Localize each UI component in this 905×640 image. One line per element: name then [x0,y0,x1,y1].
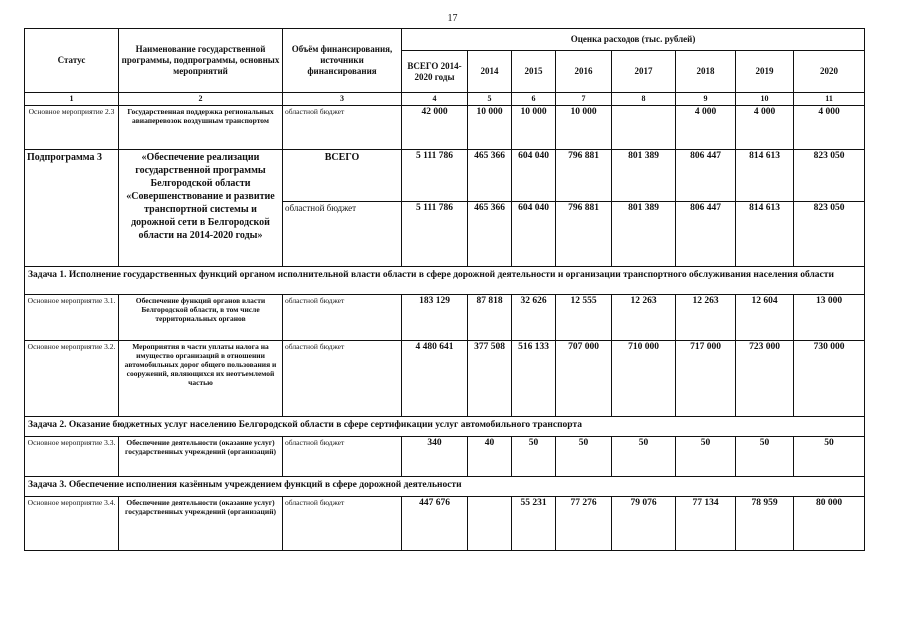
column-number: 6 [512,93,556,106]
value-cell: 796 881 [556,150,612,202]
header-year: 2020 [794,51,865,93]
table-row [25,341,865,417]
value-cell: 604 040 [512,150,556,202]
header-row-1 [25,29,865,51]
value-cell: 12 263 [612,295,676,341]
value-cell: 78 959 [736,497,794,551]
row-name: Обеспечение функций органов власти Белгородской области, в том числе территориальных органов [119,295,283,341]
header-total: ВСЕГО 2014-2020 годы [402,51,468,93]
row-source: областной бюджет [283,295,402,341]
row-name: Мероприятия в части уплаты налога на имущество организаций в отношении автомобильных дорог общего пользования и сооружений, являющихся их неотъемлемой частью [119,341,283,417]
value-cell: 814 613 [736,202,794,267]
value-cell: 801 389 [612,150,676,202]
value-total: 4 480 641 [402,341,468,417]
row-name: Обеспечение деятельности (оказание услуг) государственных учреждений (организаций) [119,437,283,477]
value-cell: 4 000 [676,106,736,150]
column-number: 9 [676,93,736,106]
row-source: областной бюджет [283,341,402,417]
value-cell: 10 000 [556,106,612,150]
value-cell: 50 [736,437,794,477]
row-status: Основное мероприятие 3.4. [25,497,119,551]
table-row [25,295,865,341]
value-cell: 730 000 [794,341,865,417]
header-year: 2016 [556,51,612,93]
value-total: 340 [402,437,468,477]
column-number: 7 [556,93,612,106]
value-cell: 50 [556,437,612,477]
value-cell: 4 000 [736,106,794,150]
value-cell: 77 134 [676,497,736,551]
value-total: 5 111 786 [402,150,468,202]
task-title: Задача 3. Обеспечение исполнения казённым учреждением функций в сфере дорожной деятельности [25,477,865,497]
value-total: 447 676 [402,497,468,551]
column-number: 11 [794,93,865,106]
value-cell [468,497,512,551]
task-row [25,477,865,497]
column-number: 5 [468,93,512,106]
value-cell: 806 447 [676,202,736,267]
value-cell: 80 000 [794,497,865,551]
value-cell: 796 881 [556,202,612,267]
value-cell: 79 076 [612,497,676,551]
value-cell: 13 000 [794,295,865,341]
row-name: «Обеспечение реализации государственной программы Белгородской области «Совершенствование и развитие транспортной системы и дорожной сети в Белгородской области на 2014-2020 годы» [119,150,283,267]
header-year: 2018 [676,51,736,93]
value-cell: 707 000 [556,341,612,417]
column-number: 3 [283,93,402,106]
value-cell: 465 366 [468,150,512,202]
row-source-total: ВСЕГО [283,150,402,202]
header-year: 2019 [736,51,794,93]
column-number: 10 [736,93,794,106]
row-status: Основное мероприятие 3.3. [25,437,119,477]
value-cell: 823 050 [794,202,865,267]
table-row [25,437,865,477]
row-status: Подпрограмма 3 [25,150,119,267]
row-name: Государственная поддержка региональных авиаперевозок воздушным транспортом [119,106,283,150]
value-total: 5 111 786 [402,202,468,267]
table-row [25,150,865,202]
header-year: 2014 [468,51,512,93]
row-source: областной бюджет [283,202,402,267]
row-source: областной бюджет [283,437,402,477]
page-number: 17 [447,13,458,24]
task-row [25,267,865,295]
value-total: 42 000 [402,106,468,150]
value-cell: 87 818 [468,295,512,341]
value-cell: 4 000 [794,106,865,150]
row-status: Основное мероприятие 2.3 [25,106,119,150]
row-status: Основное мероприятие 3.2. [25,341,119,417]
header-status: Статус [25,29,119,93]
value-cell: 77 276 [556,497,612,551]
value-total: 183 129 [402,295,468,341]
value-cell: 50 [612,437,676,477]
header-estimate: Оценка расходов (тыс. рублей) [402,29,865,51]
task-row [25,417,865,437]
value-cell: 50 [676,437,736,477]
column-number: 2 [119,93,283,106]
value-cell: 50 [794,437,865,477]
value-cell: 723 000 [736,341,794,417]
column-number: 8 [612,93,676,106]
table-row [25,497,865,551]
value-cell: 717 000 [676,341,736,417]
row-status: Основное мероприятие 3.1. [25,295,119,341]
column-number: 1 [25,93,119,106]
value-cell: 55 231 [512,497,556,551]
table-row [25,106,865,150]
value-cell: 823 050 [794,150,865,202]
task-title: Задача 2. Оказание бюджетных услуг населению Белгородской области в сфере сертификации услуг автомобильного транспорта [25,417,865,437]
task-title: Задача 1. Исполнение государственных функций органом исполнительной власти области в сфере дорожной деятельности и организации транспортного обслуживания населения области [25,267,865,295]
value-cell: 516 133 [512,341,556,417]
row-name: Обеспечение деятельности (оказание услуг) государственных учреждений (организаций) [119,497,283,551]
value-cell: 12 604 [736,295,794,341]
value-cell: 806 447 [676,150,736,202]
header-financing: Объём финансирования, источники финансирования [283,29,402,93]
value-cell: 814 613 [736,150,794,202]
value-cell: 465 366 [468,202,512,267]
value-cell: 10 000 [468,106,512,150]
value-cell: 10 000 [512,106,556,150]
header-name: Наименование государственной программы, подпрограммы, основных мероприятий [119,29,283,93]
value-cell: 50 [512,437,556,477]
budget-table [24,28,865,551]
row-source: областной бюджет [283,106,402,150]
row-source: областной бюджет [283,497,402,551]
value-cell: 12 555 [556,295,612,341]
value-cell: 12 263 [676,295,736,341]
value-cell: 377 508 [468,341,512,417]
value-cell: 801 389 [612,202,676,267]
header-year: 2017 [612,51,676,93]
value-cell: 40 [468,437,512,477]
value-cell: 604 040 [512,202,556,267]
header-year: 2015 [512,51,556,93]
value-cell [612,106,676,150]
column-number-row [25,93,865,106]
value-cell: 32 626 [512,295,556,341]
column-number: 4 [402,93,468,106]
value-cell: 710 000 [612,341,676,417]
